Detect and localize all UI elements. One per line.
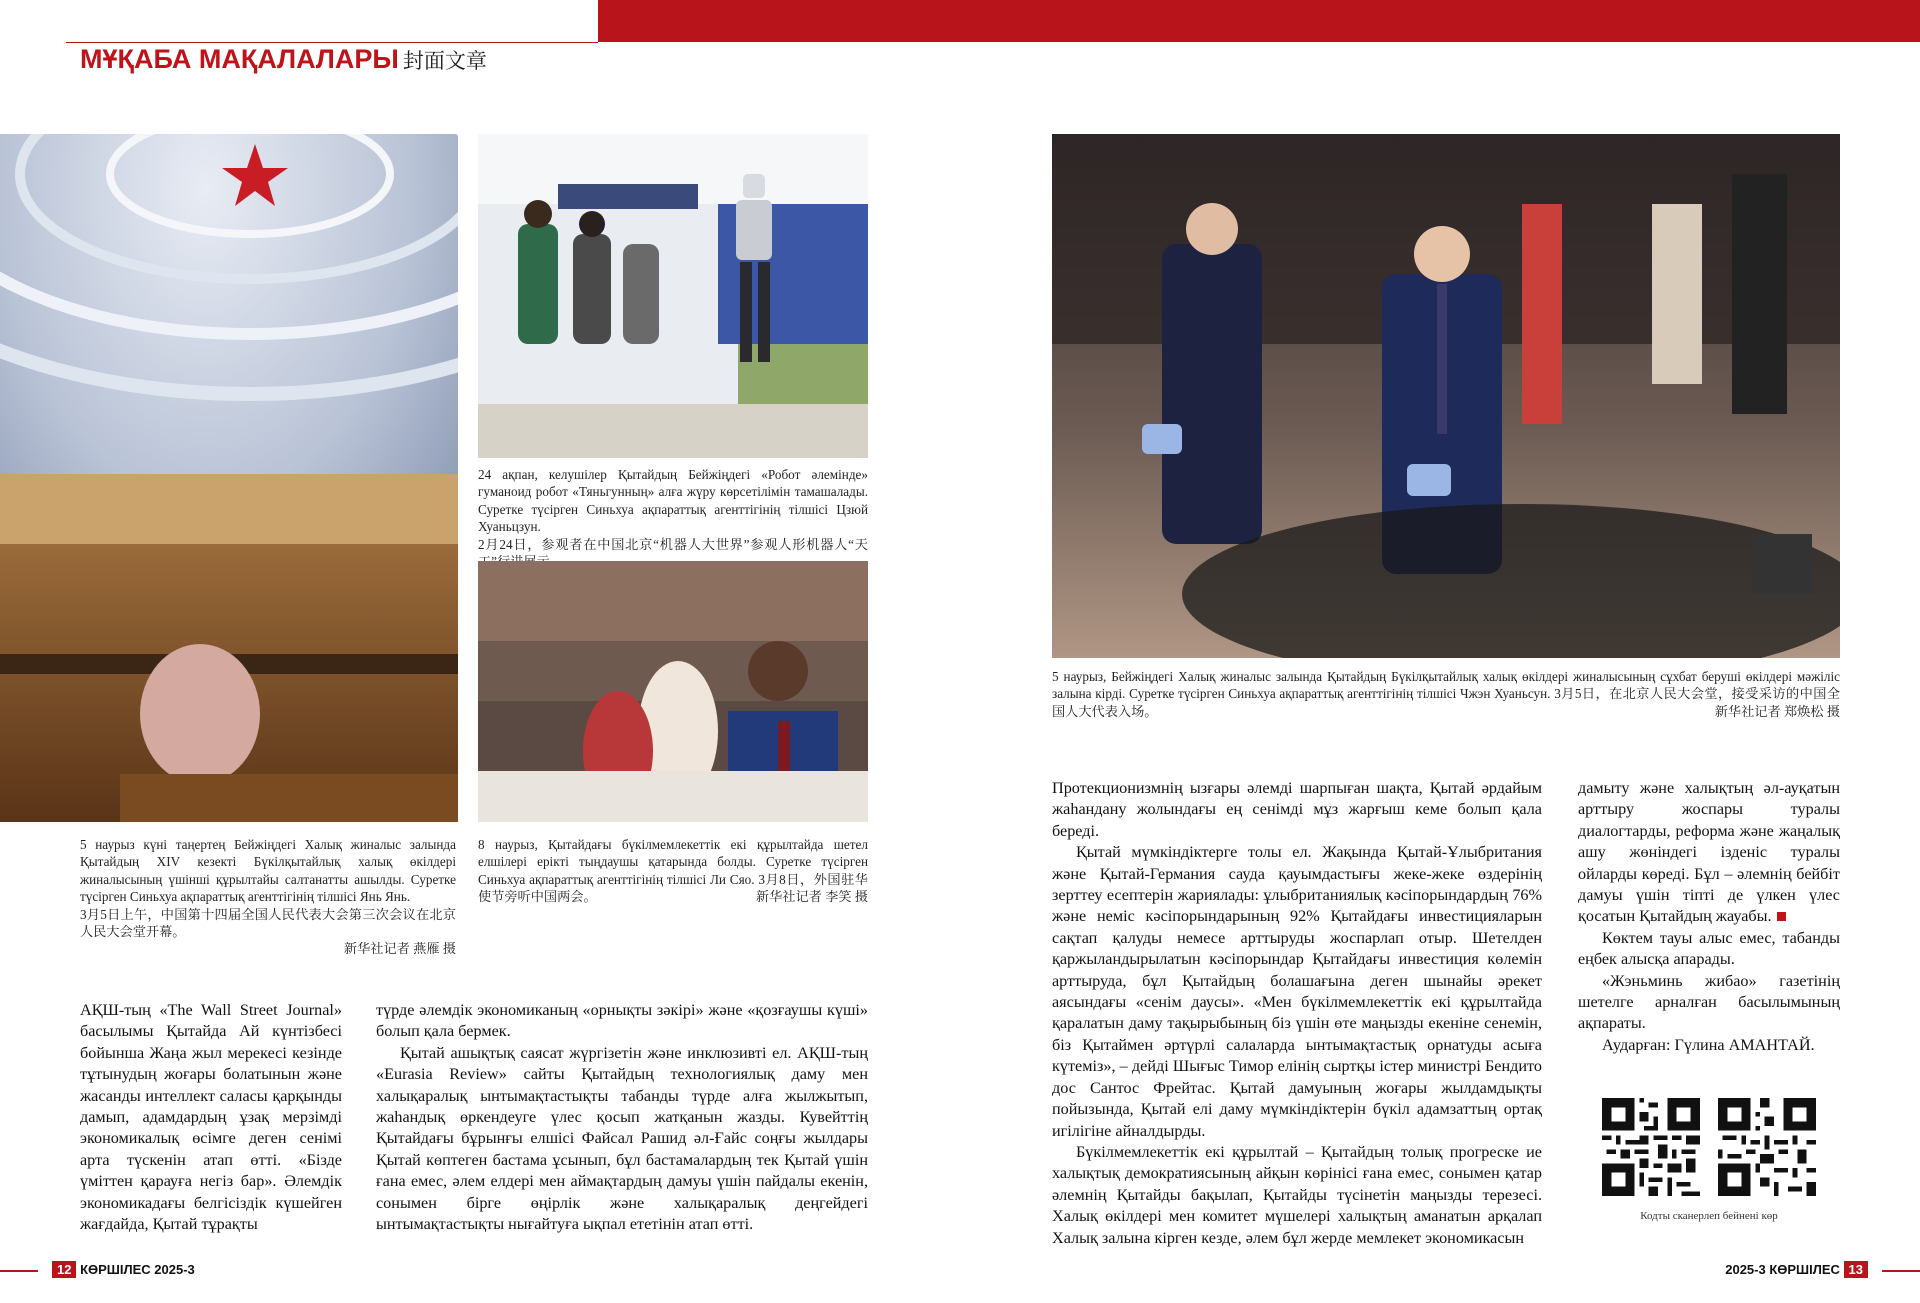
photo-diplomats [478,561,868,822]
qr-caption: Кодты сканерлеп бейнені көр [1640,1210,1778,1222]
article-right-column-1 [1052,778,1542,1249]
caption-great-hall [80,836,456,958]
article-paragraph: Аударған: Гүлина АМАНТАЙ. [1602,1035,1815,1054]
article-paragraph: АҚШ-тың «The Wall Street Journal» басылымы Қытайда Ай күнтізбесі бойынша Жаңа жыл мерекесі кезінде тұтынудың жоғары болатынын және жасанды интеллект саласы қарқынды дамып, адамдардың ұзақ мерзімді экономикалық өсімге деген сенімі арта түскенін атап өтті. «Бізде үміттен қарауға негіз бар». Әлемдік экономикадағы белгісіздік күшейген жағдайда, Қытай тұрақты [80,1001,342,1234]
article-paragraph: Қытай ашықтық саясат жүргізетін және инклюзивті ел. АҚШ-тың «Eurasia Review» сайты Қытайдың технологиялық даму мен халықаралық ынтымақтастықты табанды түрде алға жылжытып, жаһандық өркендеуге үлес қосып жатқанын жазды. Кувейттің Қытайдағы бұрынғы елшісі Файсал Рашид әл-Ғайс соңғы жылдары Қытай көптеген бастама ұсынып, бұл бастамалардың тек Қытай үшін ғана емес, әлем елдері мен аймақтардың дамуы үшін пайдалы екенін, сонымен бірге өңірлік және халықаралық деңгейдегі ынтымақтастықты нығайтуға ықпал ететінін атап өтті. [376,1043,868,1234]
footer-left-label: КӨРШІЛЕС 2025-3 [80,1262,195,1277]
section-title-kk: МҰҚАБА МАҚАЛАЛАРЫ [80,44,399,74]
section-title-cn: 封面文章 [402,50,487,73]
caption-delegates-credit: 新华社记者 郑焕松 摄 [1714,703,1840,719]
footer-right [1725,1262,1868,1277]
photo-great-hall [0,134,458,822]
article-paragraph: түрде әлемдік экономиканың «орнықты зәкірі» және «қозғаушы күші» болып қала бермек. [376,1001,868,1041]
photo-robot [478,134,868,458]
photo-delegates [1052,134,1840,658]
section-title [80,44,487,75]
caption-diplomats-kk: 8 наурыз, Қытайдағы бүкілмемлекеттік екі құрылтайда шетел елшілері ерікті тыңдаушы қатарында болды. Суретке түсірген Синьхуа ақпараттық агенттігінің тілшісі Ли Сяо. [478,837,868,887]
article-paragraph [1578,778,1840,928]
footer-left [52,1262,195,1277]
caption-delegates [1052,668,1840,720]
end-mark-icon [1777,912,1786,921]
article-paragraph: Көктем тауы алыс емес, табанды еңбек алысқа апарады. [1578,928,1840,969]
header-rule [66,42,598,43]
caption-robot-cn: 2月24日，参观者在中国北京“机器人大世界”参观人形机器人“天 [478,536,868,552]
caption-delegates-cn: 3月5日，在北京人民大会堂，接受采访的中国全国人大代表入场。 [1052,686,1841,719]
footer-rule-left [0,1270,38,1272]
article-paragraph: Бүкілмемлекеттік екі құрылтай – Қытайдың толық прогреске ие халықтық демократиясының айқын көрінісі ғана емес, сонымен қатар әлемнің Қытайды бақылап, Қытайды түсінетін маңызды терезесі. Халық өкілдері мен комитет мүшелері халықтың аманатын арқалап Халық залына кірген кезде, әлем бұл жерде мемлекет экономикасын [1052,1142,1542,1247]
caption-diplomats-credit: 新华社记者 李笑 摄 [755,889,868,905]
caption-delegates-kk: 5 наурыз, Бейжіңдегі Халық жиналыс залында Қытайдың Бүкілқытайлық халық өкілдері жиналысының сұхбат беруші өкілдері мәжіліс залына кірді. Суретке түсірген Синьхуа ақпараттық агенттігінің тілшісі Чжэн Хуаньсун. [1052,669,1840,702]
article-left-column-2 [376,1000,868,1235]
header-red-bar [598,0,1920,42]
caption-diplomats-cn: 3月8日，外国驻华使节旁听中国两会。 [478,871,868,905]
article-paragraph: Қытай мүмкіндіктерге толы ел. Жақында Қытай-Ұлыбритания және Қытай-Германия сауда қауымдастығы жеке-жеке өздерінің зерттеу есептерін жариялады: ұлыбританиялық кәсіпорындардың 76% және неміс кәсіпорындарының 92% Қытайдағы инвестицияларын сақтап қалуды немесе арттыруды жоспарлап отыр. Шетелден қаржыландырылатын кәсіпорындар Қытайдағы инвестиция көлемін арттыруда, бұл Қытайдың болашағына деген шынайы әрекет аясындағы «сенім даусы». «Мен бүкілмемлекеттік екі құрылтайда қаралатын даму тақырыбының біз үшін өте маңызды екеніне сенемін, біз Қытаймен әртүрлі салаларда ынтымақтастық орнатуды асыға күтеміз», – дейді Шығыс Тимор елінің сыртқы істер министрі Бендито дос Сантос Фрейтас. Қытай дамуының жоғары жылдамдықты пойызында, Қытай елі даму мүмкіндіктерін бүкіл адамзаттың ортақ игілігіне айналдырды. [1052,843,1542,1140]
page-number-left: 12 [52,1261,76,1278]
article-paragraph-text: дамыту және халықтың әл-ауқатын арттыру жоспары туралы диалогтарды, реформа және жаңалық ашу жөніндегі ізденіс туралы ойларды көреді. Бұл – әлемнің бейбіт дамуы үшін тіпті де үлкен үлес қосатын Қытайдың жауабы. [1578,779,1840,926]
caption-great-hall-kk: 5 наурыз күні таңертең Бейжіңдегі Халық жиналыс залында Қытайдың XIV кезекті Бүкілқытайлық халық өкілдері жиналысының үшінші құрылтайы салтанатты ашылды. Суретке түсірген Синьхуа ақпараттық агенттігінің тілшісі Янь Янь. [80,837,456,905]
caption-robot-kk: 24 ақпан, келушілер Қытайдың Бейжіңдегі «Робот әлемінде» гуманоид робот «Тяньгунның» алға жүру көрсетілімін тамашалады. Суретке түсірген Синьхуа ақпараттық агенттігінің тілшісі Цзюй Хуаньцзун. [478,467,868,535]
footer-right-label: 2025-3 КӨРШІЛЕС [1725,1262,1840,1277]
qr-code-icon[interactable] [1718,1098,1816,1196]
caption-diplomats [478,836,868,906]
article-paragraph: «Жэньминь жибао» газетінің шетелге арналған басылымының ақпараты. [1578,971,1840,1033]
article-right-column-2 [1578,778,1840,1056]
qr-code-2 [1718,1098,1816,1196]
qr-code-1 [1602,1098,1700,1196]
caption-great-hall-cn: 3月5日上午，中国第十四届全国人民代表大会第三次会议在北京人民大会堂开幕。 [80,906,456,940]
page-number-right: 13 [1844,1261,1868,1278]
footer-rule-right [1882,1270,1920,1272]
caption-great-hall-credit: 新华社记者 燕雁 摄 [343,941,456,957]
qr-code-icon[interactable] [1602,1098,1700,1196]
article-paragraph: Протекционизмнің ызғары әлемді шарпыған шақта, Қытай әрдайым жаһандану жолындағы ең сенімді мұз жарғыш кеме болып қала береді. [1052,779,1542,840]
article-left-column-1 [80,1000,342,1235]
